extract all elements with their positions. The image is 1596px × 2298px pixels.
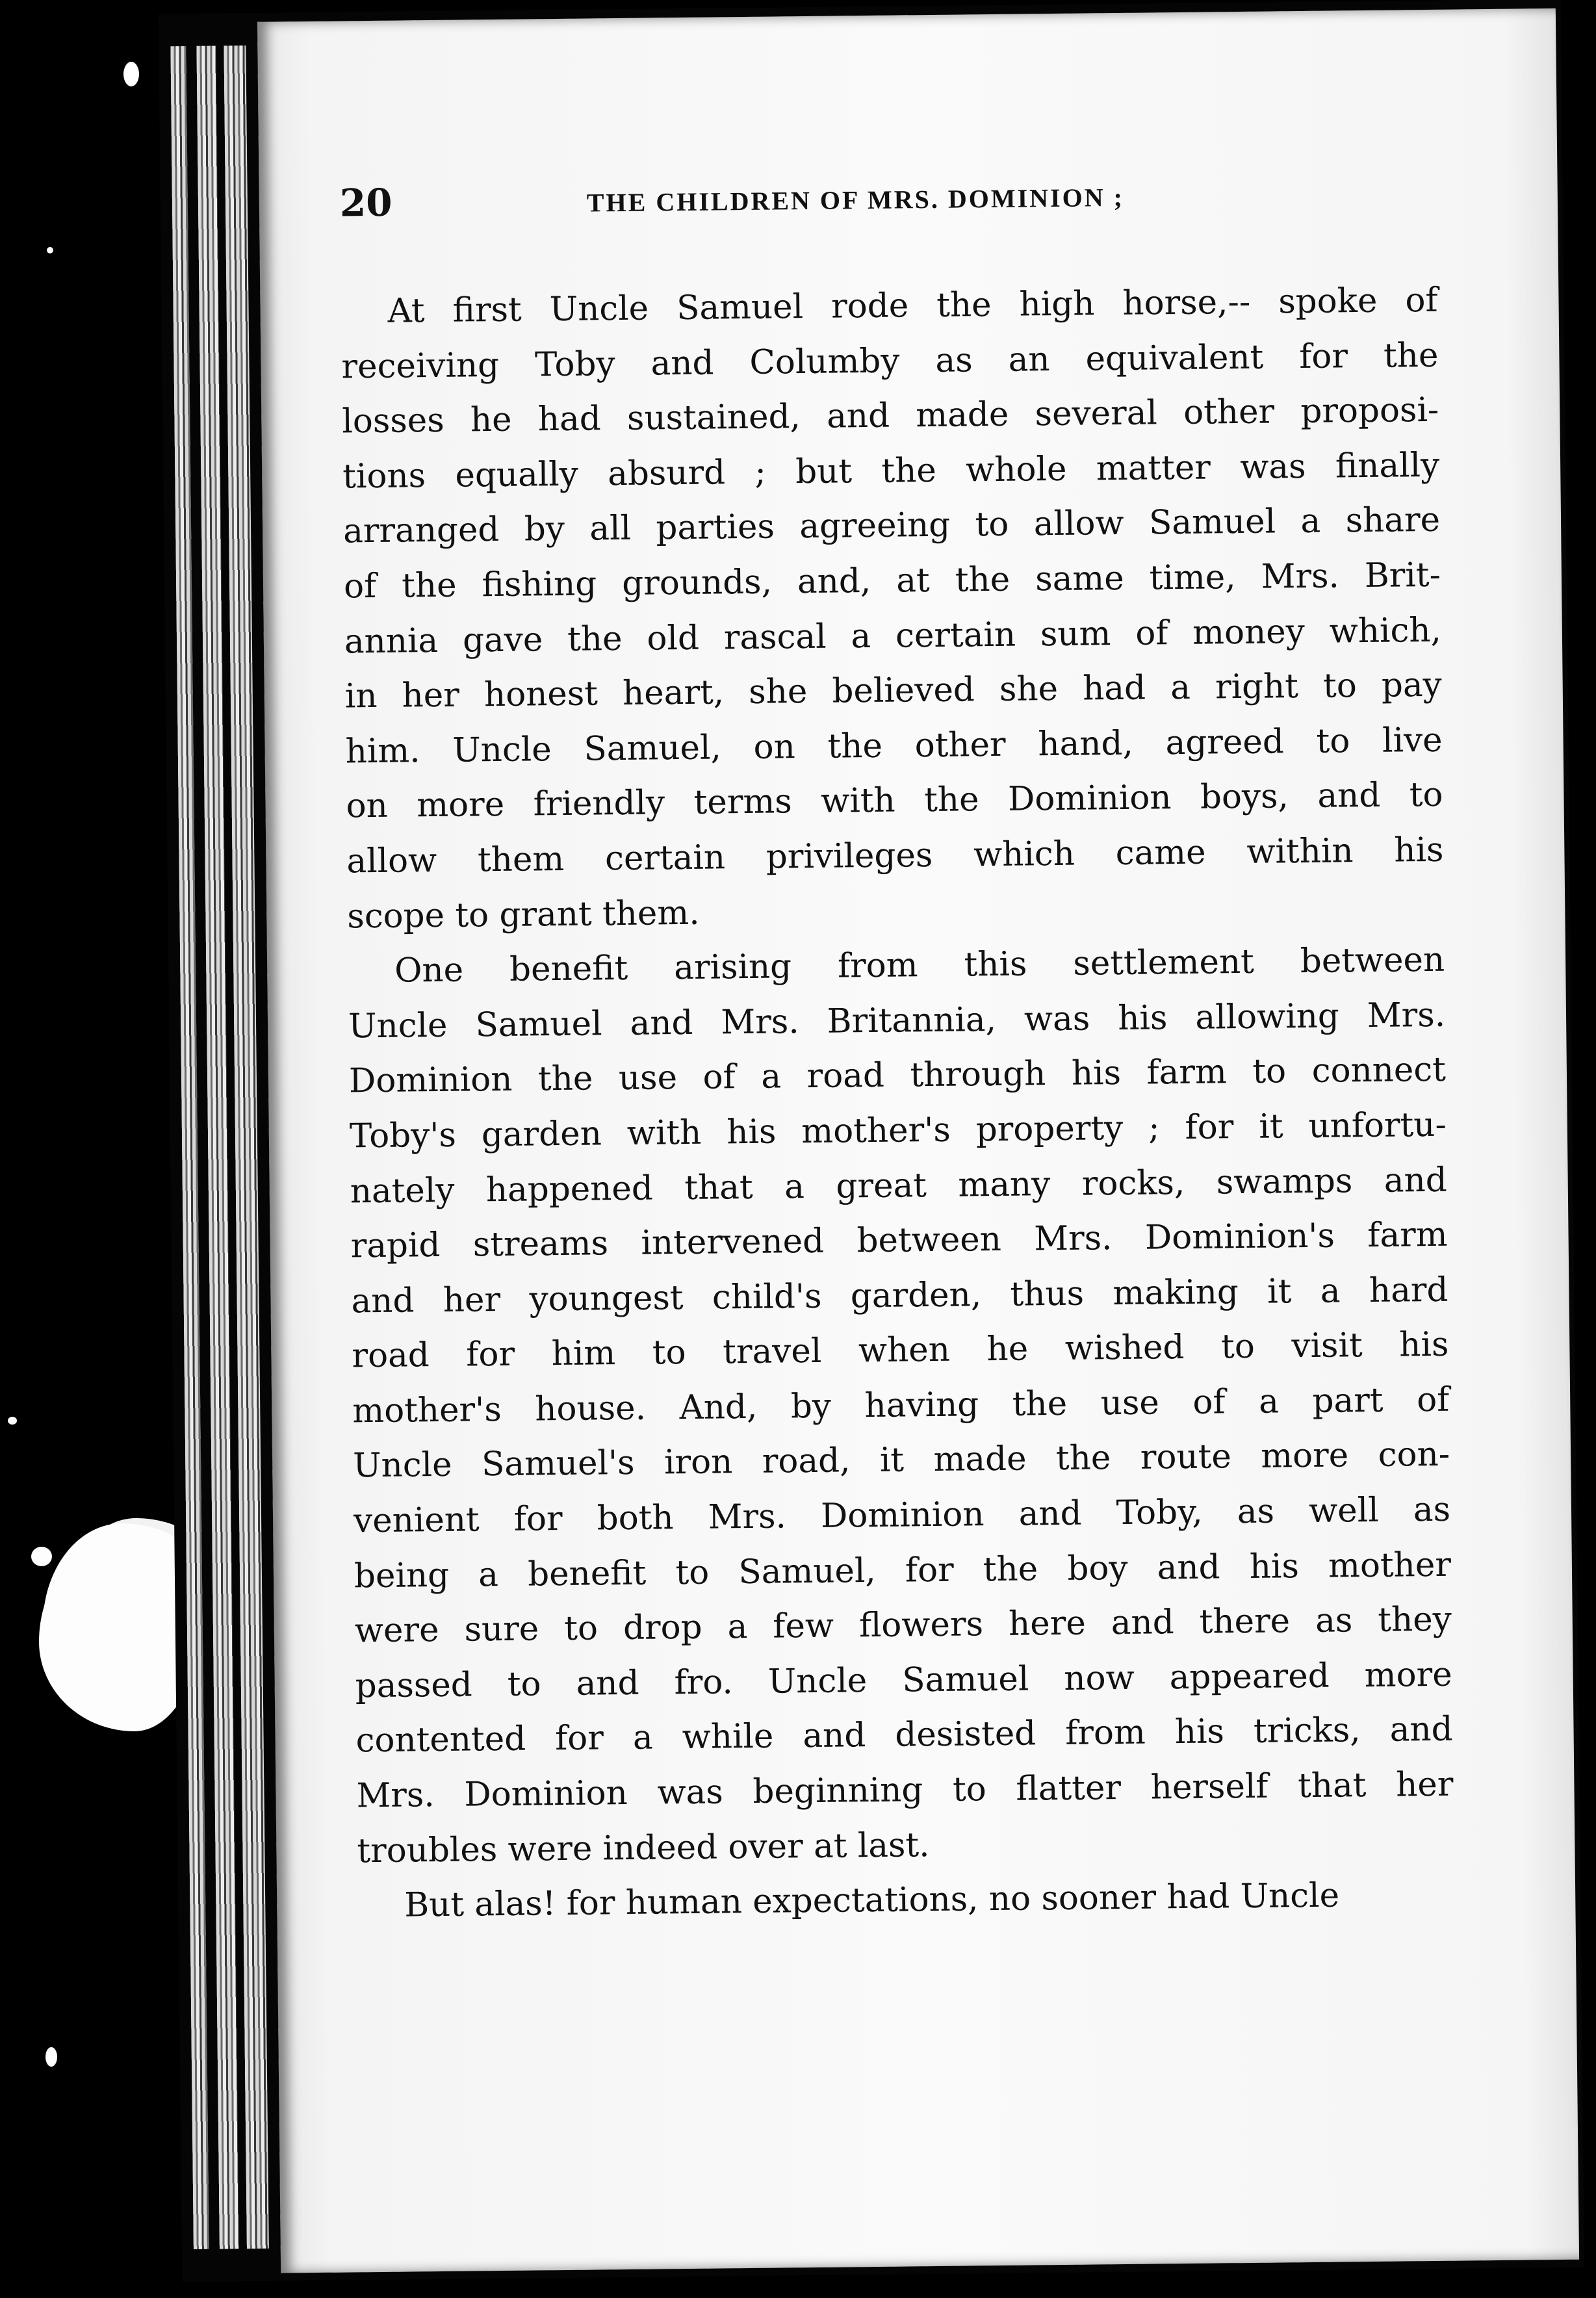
text-line: Uncle Samuel's iron road, it made the route more con- [352, 1435, 1450, 1486]
dust-speck [45, 2047, 57, 2067]
paragraph [341, 273, 1445, 944]
text-line: being a benefit to Samuel, for the boy and his mother [354, 1545, 1452, 1596]
dust-speck [47, 247, 53, 253]
text-line: rapid streams intervened between Mrs. Dominion's farm [350, 1215, 1448, 1266]
paragraph [348, 933, 1454, 1879]
text-line: venient for both Mrs. Dominion and Toby, as well as [353, 1490, 1451, 1541]
text-line: Toby's garden with his mother's property ; for it unfortu- [349, 1105, 1447, 1156]
book [159, 0, 1584, 2282]
running-head: THE CHILDREN OF MRS. DOMINION ; [586, 182, 1125, 218]
text-line: and her youngest child's garden, thus making it a hard [351, 1270, 1448, 1321]
text-line: in her honest heart, she believed she had a right to pay [344, 665, 1443, 716]
text-line: allow them certain privileges which came within his [346, 830, 1444, 881]
paper-stain-fragment [31, 1547, 52, 1566]
text-line: At first Uncle Samuel rode the high horse,-- spoke of [387, 280, 1438, 331]
text-line: on more friendly terms with the Dominion boys, and to [346, 775, 1443, 826]
text-line: him. Uncle Samuel, on the other hand, agreed to live [345, 720, 1443, 771]
text-line: mother's house. And, by having the use of a part of [352, 1380, 1450, 1431]
body-text [341, 273, 1454, 1933]
text-line: Uncle Samuel and Mrs. Britannia, was his allowing Mrs. [348, 995, 1446, 1046]
text-line: Dominion the use of a road through his farm to connect [348, 1050, 1447, 1101]
dust-speck [8, 1417, 17, 1425]
text-line: were sure to drop a few flowers here and there as they [354, 1599, 1452, 1651]
text-line: Mrs. Dominion was beginning to flatter herself that her [356, 1764, 1454, 1816]
text-line: road for him to travel when he wished to visit his [352, 1324, 1449, 1376]
text-line: nately happened that a great many rocks, swamps and [350, 1160, 1447, 1211]
page-header [339, 165, 1458, 235]
paragraph [357, 1867, 1455, 1933]
text-line: troubles were indeed over at last. [357, 1825, 930, 1870]
text-line: But alas! for human expectations, no sooner had Uncle [404, 1876, 1340, 1925]
text-line: passed to and fro. Uncle Samuel now appeared more [355, 1655, 1452, 1706]
text-line: scope to grant them. [347, 893, 700, 936]
text-line: annia gave the old rascal a certain sum of money which, [344, 610, 1442, 662]
text-line: contented for a while and desisted from his tricks, and [355, 1710, 1453, 1761]
text-line: losses he had sustained, and made several other proposi- [342, 390, 1439, 441]
book-page [257, 8, 1579, 2273]
text-line: tions equally absurd ; but the whole matter was finally [342, 445, 1440, 497]
text-line: One benefit arising from this settlement between [394, 940, 1445, 990]
text-line: receiving Toby and Columby as an equivalent for the [341, 335, 1439, 387]
dust-speck [123, 62, 139, 86]
text-line: arranged by all parties agreeing to allow Samuel a share [342, 500, 1441, 551]
page-number: 20 [339, 180, 393, 226]
text-line: of the fishing grounds, and, at the same time, Mrs. Brit- [343, 555, 1441, 606]
